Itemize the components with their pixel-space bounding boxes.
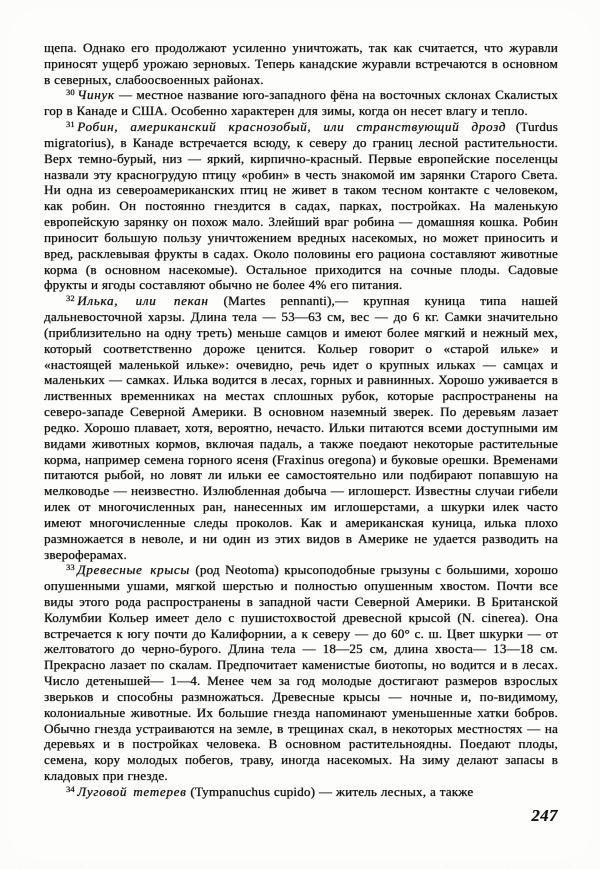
footnote-marker: 33 xyxy=(66,562,75,572)
page-text-block xyxy=(44,40,558,800)
footnote-33 xyxy=(44,562,558,784)
paragraph-text: (Martes pennanti),— крупная куница типа нашей дальневосточной харзы. Длина тела — 53—63 см, вес — до 6 кг. Самки значительно (приблизительно на одну треть) меньше самцов и имеют более мягкий и нежный мех, который соответственно дороже ценится. Кольер говорит о «старой ильке» и «настоящей маленькой ильке»: очевидно, речь идет о крупных ильках — самцах и маленьких — самках. Илька водится в лесах, горных и равнинных. Хорошо уживается в лиственных временниках на местах сплошных рубок, которые распространены на северо-западе Северной Америки. В основном наземный зверек. По деревьям лазает редко. Хорошо плавает, хотя, вероятно, нечасто. Ильки питаются всеми доступными им видами животных кормов, включая падаль, а также поедают некоторые растительные корма, например семена горного ясеня (Fraxinus oregona) и буковые орешки. Временами питаются рыбой, но ловят ли ильки ее самостоятельно или подбирают попавшую на мелководье — неизвестно. Излюбленная добыча — иглошерст. Известны случаи гибели илек от многочисленных ран, нанесенных им иглошерстами, а шкурки илек часто имеют многочисленные следы проколов. Как и американская куница, илька плохо размножается в неволе, и ни один из этих видов в Америке не удается разводить на звероферамах. xyxy=(44,293,558,562)
footnote-marker: 32 xyxy=(66,293,75,303)
footnote-30 xyxy=(44,87,558,119)
footnote-term: Древесные крысы xyxy=(77,562,191,578)
paragraph-continuation xyxy=(44,40,558,87)
footnote-marker: 34 xyxy=(66,784,75,794)
footnote-term: Робин, американский краснозобый, или странствующий дрозд xyxy=(77,119,507,135)
page-number: 247 xyxy=(531,806,558,825)
footnote-marker: 30 xyxy=(66,88,75,98)
footnote-31 xyxy=(44,119,558,293)
paragraph-text: (род Neotoma) крысоподобные грызуны с большими, хорошо опушенными ушами, мягкой шерстью и полностью опушенным хвостом. Почти все виды этого рода распространены в западной части Северной Америки. В Британской Колумбии Кольер имеет дело с пушистохвостой древесной крысой (N. cinerea). Она встречается к югу почти до Калифорнии, а к северу — до 60° с. ш. Цвет шкурки — от желтоватого до черно-бурого. Длина тела — 18—25 см, длина хвоста— 13—18 см. Прекрасно лазает по скалам. Предпочитает каменистые биотопы, но водится и в лесах. Число детенышей— 1—4. Менее чем за год молодые достигают размеров взрослых зверьков и способны размножаться. Древесные крысы — ночные и, по-видимому, колониальные животные. Их большие гнезда напоминают уменьшенные хатки бобров. Обычно гнезда устраиваются на земле, в трещинах скал, в некоторых местностях — на деревьях и в постройках человека. В основном растительноядны. Поедают плоды, семена, кору молодых побегов, траву, иногда насекомых. На зиму делают запасы в кладовых при гнезде. xyxy=(44,562,558,784)
footnote-34 xyxy=(44,784,558,800)
paragraph-text: щепа. Однако его продолжают усиленно уничтожать, так как считается, что журавли приносят ущерб урожаю зерновых. Теперь канадские журавли встречаются в основном в северных, слабоосвоенных районах. xyxy=(44,40,558,87)
paragraph-text: — местное название юго-западного фёна на восточных склонах Скалистых гор в Канаде и США. Особенно характерен для зимы, когда он несет влагу и тепло. xyxy=(44,87,558,119)
paragraph-text: (Turdus migratorius), в Канаде встречается всюду, к северу до границ лесной растительности. Верх темно-бурый, низ — яркий, кирпично-красный. Первые европейские поселенцы назвали эту красногрудую птицу «робин» в честь знакомой им зарянки Старого Света. Ни одна из североамериканских птиц не живет в таком тесном контакте с человеком, как робин. Он постоянно гнездится в садах, парках, постройках. На маленькую европейскую зарянку он похож мало. Злейший враг робина — домашняя кошка. Робин приносит большую пользу уничтожением вредных насекомых, но может приносить и вред, расклевывая фрукты в садах. Около половины его рациона составляют животные корма (в основном насекомые). Остальное приходится на сочные плоды. Садовые фрукты и ягоды составляют обычно не более 4% его питания. xyxy=(44,119,558,293)
footnote-32 xyxy=(44,293,558,562)
footnote-term: Илька, или пекан xyxy=(77,293,209,309)
footnote-term: Чинук xyxy=(77,87,115,103)
footnote-term: Луговой тетерев xyxy=(77,783,187,799)
footnote-marker: 31 xyxy=(66,119,75,129)
paragraph-text: (Tympanuchus cupido) — житель лесных, а также xyxy=(186,783,474,799)
